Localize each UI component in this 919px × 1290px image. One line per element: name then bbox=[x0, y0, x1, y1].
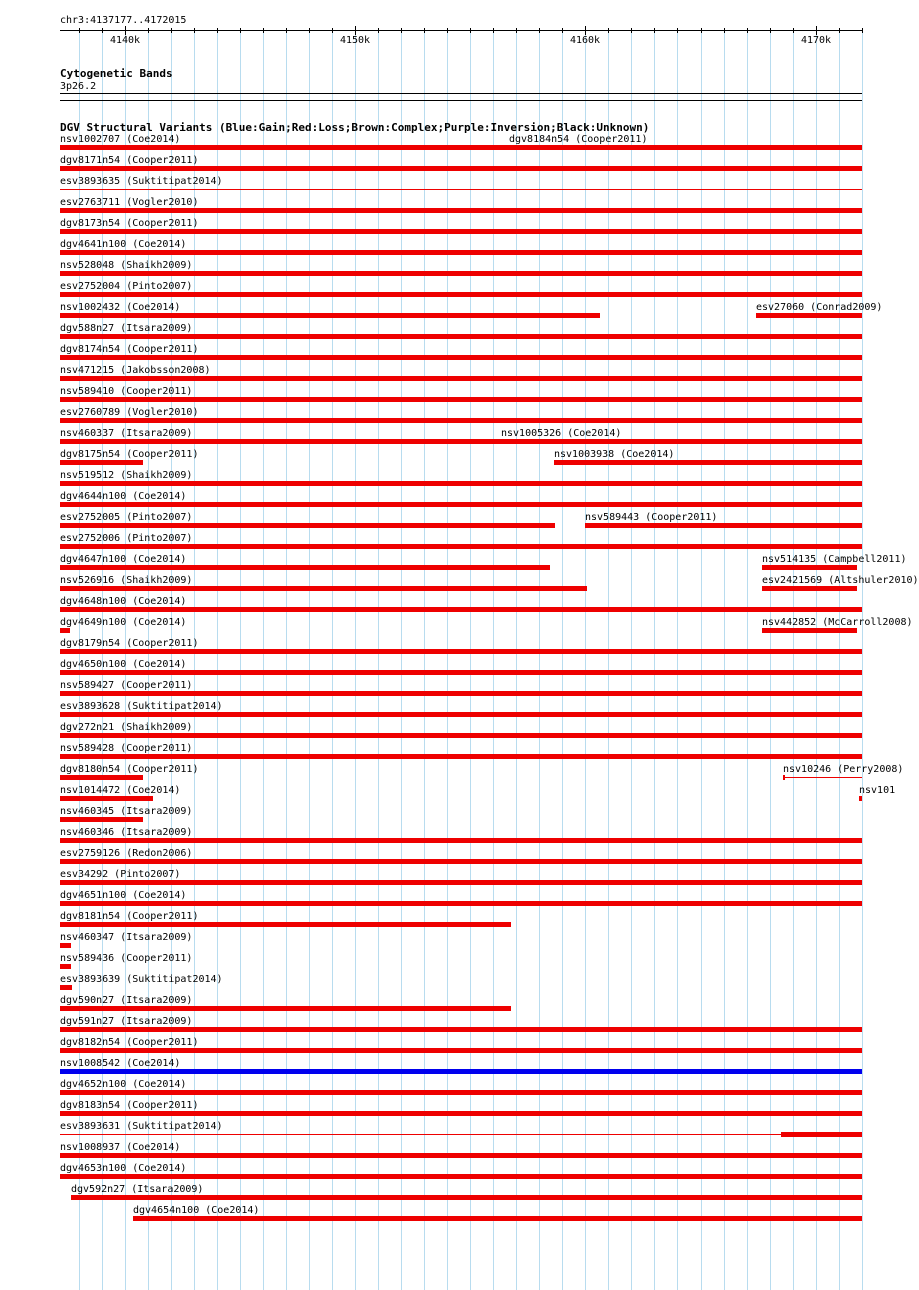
gridline bbox=[240, 30, 241, 1290]
gridline bbox=[839, 30, 840, 1290]
variant-label[interactable]: nsv460346 (Itsara2009) bbox=[60, 827, 193, 838]
variant-label[interactable]: nsv519512 (Shaikh2009) bbox=[60, 470, 193, 481]
ruler-minor-tick bbox=[631, 28, 632, 33]
variant-bar[interactable] bbox=[60, 817, 143, 822]
gridline bbox=[401, 30, 402, 1290]
variant-bar[interactable] bbox=[60, 775, 143, 780]
variant-bar[interactable] bbox=[60, 250, 862, 255]
variant-bar[interactable] bbox=[60, 838, 862, 843]
variant-label[interactable]: esv3893628 (Suktitipat2014) bbox=[60, 701, 223, 712]
variant-bar[interactable] bbox=[60, 460, 143, 465]
ruler-minor-tick bbox=[793, 28, 794, 33]
variant-label[interactable]: dgv8171n54 (Cooper2011) bbox=[60, 155, 199, 166]
variant-label[interactable]: nsv1003938 (Coe2014) bbox=[554, 449, 675, 460]
gridline bbox=[424, 30, 425, 1290]
ruler-minor-tick bbox=[217, 28, 218, 33]
ruler-minor-tick bbox=[862, 28, 863, 33]
variant-bar[interactable] bbox=[60, 271, 862, 276]
variant-label[interactable]: esv3893631 (Suktitipat2014) bbox=[60, 1121, 223, 1132]
variant-label[interactable]: esv2763711 (Vogler2010) bbox=[60, 197, 199, 208]
variant-bar[interactable] bbox=[60, 145, 509, 150]
ruler-minor-tick bbox=[171, 28, 172, 33]
variant-label[interactable]: nsv10246 (Perry2008) bbox=[783, 764, 904, 775]
variant-label[interactable]: nsv1008937 (Coe2014) bbox=[60, 1142, 181, 1153]
variant-bar[interactable] bbox=[60, 901, 862, 906]
variant-label[interactable]: dgv4641n100 (Coe2014) bbox=[60, 239, 187, 250]
variant-bar[interactable] bbox=[60, 397, 862, 402]
gridline bbox=[470, 30, 471, 1290]
variant-bar[interactable] bbox=[509, 145, 862, 150]
gridline bbox=[701, 30, 702, 1290]
variant-bar[interactable] bbox=[60, 754, 862, 759]
ruler-minor-tick bbox=[240, 28, 241, 33]
variant-bar[interactable] bbox=[60, 649, 862, 654]
variant-bar[interactable] bbox=[554, 460, 862, 465]
variant-label[interactable]: dgv8183n54 (Cooper2011) bbox=[60, 1100, 199, 1111]
ruler-minor-tick bbox=[424, 28, 425, 33]
variant-bar[interactable] bbox=[783, 777, 862, 778]
variant-bar[interactable] bbox=[60, 796, 153, 801]
variant-bar[interactable] bbox=[60, 943, 71, 948]
ruler-minor-tick bbox=[148, 28, 149, 33]
variant-label[interactable]: nsv589443 (Cooper2011) bbox=[585, 512, 718, 523]
ruler-minor-tick bbox=[839, 28, 840, 33]
variant-label[interactable]: esv34292 (Pinto2007) bbox=[60, 869, 181, 880]
gridline bbox=[217, 30, 218, 1290]
variant-bar[interactable] bbox=[585, 523, 862, 528]
variant-bar[interactable] bbox=[60, 1006, 511, 1011]
gridline bbox=[793, 30, 794, 1290]
variant-label[interactable]: dgv4647n100 (Coe2014) bbox=[60, 554, 187, 565]
variant-bar[interactable] bbox=[762, 586, 857, 591]
variant-label[interactable]: esv2760789 (Vogler2010) bbox=[60, 407, 199, 418]
gridline bbox=[816, 30, 817, 1290]
cytoband-bar-bottom bbox=[60, 100, 862, 101]
variant-bar[interactable] bbox=[60, 586, 587, 591]
variant-bar[interactable] bbox=[60, 544, 862, 549]
variant-label[interactable]: nsv514135 (Campbell2011) bbox=[762, 554, 907, 565]
variant-label[interactable]: dgv8175n54 (Cooper2011) bbox=[60, 449, 199, 460]
variant-label[interactable]: nsv460337 (Itsara2009) bbox=[60, 428, 193, 439]
gridline bbox=[539, 30, 540, 1290]
ruler-minor-tick bbox=[194, 28, 195, 33]
variant-bar[interactable] bbox=[60, 964, 71, 969]
variant-label[interactable]: dgv591n27 (Itsara2009) bbox=[60, 1016, 193, 1027]
gridline bbox=[378, 30, 379, 1290]
variant-label[interactable]: nsv460345 (Itsara2009) bbox=[60, 806, 193, 817]
ruler-minor-tick bbox=[516, 28, 517, 33]
variant-label[interactable]: nsv1002432 (Coe2014) bbox=[60, 302, 181, 313]
ruler-minor-tick bbox=[263, 28, 264, 33]
gridline bbox=[654, 30, 655, 1290]
variant-bar[interactable] bbox=[762, 628, 857, 633]
variant-bar[interactable] bbox=[60, 565, 550, 570]
variant-bar-end bbox=[783, 775, 785, 780]
variant-label[interactable]: nsv1005326 (Coe2014) bbox=[501, 428, 622, 439]
variant-label[interactable]: dgv4650n100 (Coe2014) bbox=[60, 659, 187, 670]
position-label: chr3:4137177..4172015 bbox=[60, 15, 187, 26]
variant-label[interactable]: nsv101 bbox=[859, 785, 896, 796]
gridline bbox=[585, 30, 586, 1290]
ruler-minor-tick bbox=[447, 28, 448, 33]
variant-label[interactable]: nsv1014472 (Coe2014) bbox=[60, 785, 181, 796]
ruler-minor-tick bbox=[79, 28, 80, 33]
ruler-tick-label: 4170k bbox=[800, 35, 832, 46]
ruler-major-tick bbox=[355, 26, 356, 35]
variant-bar[interactable] bbox=[60, 859, 862, 864]
cytoband-bar-top bbox=[60, 93, 862, 94]
gridline bbox=[516, 30, 517, 1290]
variant-label[interactable]: dgv8180n54 (Cooper2011) bbox=[60, 764, 199, 775]
variant-bar[interactable] bbox=[60, 376, 862, 381]
variant-bar[interactable] bbox=[60, 1111, 862, 1116]
ruler-minor-tick bbox=[654, 28, 655, 33]
variant-label[interactable]: nsv589427 (Cooper2011) bbox=[60, 680, 193, 691]
variant-label[interactable]: esv3893639 (Suktitipat2014) bbox=[60, 974, 223, 985]
variant-bar[interactable] bbox=[60, 922, 511, 927]
variant-bar[interactable] bbox=[60, 712, 862, 717]
variant-label[interactable]: dgv8181n54 (Cooper2011) bbox=[60, 911, 199, 922]
gridline bbox=[286, 30, 287, 1290]
variant-bar[interactable] bbox=[133, 1216, 862, 1221]
variant-bar[interactable] bbox=[60, 166, 862, 171]
variant-label[interactable]: dgv590n27 (Itsara2009) bbox=[60, 995, 193, 1006]
variant-label[interactable]: nsv1008542 (Coe2014) bbox=[60, 1058, 181, 1069]
variant-label[interactable]: dgv8182n54 (Cooper2011) bbox=[60, 1037, 199, 1048]
variant-bar[interactable] bbox=[60, 1069, 862, 1074]
variant-label[interactable]: esv2759126 (Redon2006) bbox=[60, 848, 193, 859]
variant-label[interactable]: dgv272n21 (Shaikh2009) bbox=[60, 722, 193, 733]
ruler-major-tick bbox=[816, 26, 817, 35]
variant-label[interactable]: dgv4644n100 (Coe2014) bbox=[60, 491, 187, 502]
variant-bar[interactable] bbox=[762, 565, 857, 570]
gridline bbox=[263, 30, 264, 1290]
variant-label[interactable]: esv2752006 (Pinto2007) bbox=[60, 533, 193, 544]
variant-bar[interactable] bbox=[60, 628, 70, 633]
ruler-minor-tick bbox=[493, 28, 494, 33]
variant-label[interactable]: nsv589410 (Cooper2011) bbox=[60, 386, 193, 397]
variant-label[interactable]: dgv4653n100 (Coe2014) bbox=[60, 1163, 187, 1174]
ruler-tick-label: 4160k bbox=[569, 35, 601, 46]
variant-label[interactable]: dgv8173n54 (Cooper2011) bbox=[60, 218, 199, 229]
variant-label[interactable]: dgv592n27 (Itsara2009) bbox=[71, 1184, 204, 1195]
variant-bar[interactable] bbox=[756, 313, 862, 318]
variant-label[interactable]: dgv8174n54 (Cooper2011) bbox=[60, 344, 199, 355]
variant-label[interactable]: dgv4652n100 (Coe2014) bbox=[60, 1079, 187, 1090]
ruler-minor-tick bbox=[770, 28, 771, 33]
ruler-minor-tick bbox=[701, 28, 702, 33]
variant-label[interactable]: nsv442852 (McCarroll2008) bbox=[762, 617, 913, 628]
gridline bbox=[608, 30, 609, 1290]
ruler-minor-tick bbox=[470, 28, 471, 33]
variant-bar[interactable] bbox=[60, 292, 862, 297]
dgv-track-title[interactable]: DGV Structural Variants (Blue:Gain;Red:Loss;Brown:Complex;Purple:Inversion;Black:Unknown) bbox=[60, 121, 650, 134]
variant-bar[interactable] bbox=[71, 1195, 862, 1200]
ruler-minor-tick bbox=[378, 28, 379, 33]
variant-label[interactable]: dgv8179n54 (Cooper2011) bbox=[60, 638, 199, 649]
variant-bar[interactable] bbox=[60, 229, 862, 234]
variant-label[interactable]: nsv460347 (Itsara2009) bbox=[60, 932, 193, 943]
variant-label[interactable]: dgv8184n54 (Cooper2011) bbox=[509, 134, 648, 145]
ruler-minor-tick bbox=[562, 28, 563, 33]
variant-label[interactable]: dgv4651n100 (Coe2014) bbox=[60, 890, 187, 901]
variant-label[interactable]: nsv528048 (Shaikh2009) bbox=[60, 260, 193, 271]
variant-bar[interactable] bbox=[60, 418, 862, 423]
ruler-minor-tick bbox=[608, 28, 609, 33]
ruler-minor-tick bbox=[724, 28, 725, 33]
variant-label[interactable]: esv3893635 (Suktitipat2014) bbox=[60, 176, 223, 187]
variant-bar[interactable] bbox=[60, 985, 72, 990]
cytoband-label[interactable]: 3p26.2 bbox=[60, 81, 97, 92]
variant-bar[interactable] bbox=[60, 670, 862, 675]
variant-label[interactable]: nsv471215 (Jakobsson2008) bbox=[60, 365, 211, 376]
gridline bbox=[309, 30, 310, 1290]
variant-bar[interactable] bbox=[60, 523, 555, 528]
variant-bar[interactable] bbox=[60, 502, 862, 507]
ruler-minor-tick bbox=[286, 28, 287, 33]
gridline bbox=[493, 30, 494, 1290]
variant-bar[interactable] bbox=[60, 1027, 862, 1032]
ruler-axis bbox=[60, 30, 862, 31]
variant-label[interactable]: esv2421569 (Altshuler2010) bbox=[762, 575, 919, 586]
cytoband-track-title[interactable]: Cytogenetic Bands bbox=[60, 67, 173, 80]
variant-bar[interactable] bbox=[60, 1134, 781, 1135]
variant-bar[interactable] bbox=[60, 208, 862, 213]
ruler-minor-tick bbox=[747, 28, 748, 33]
gridline bbox=[631, 30, 632, 1290]
variant-label[interactable]: dgv588n27 (Itsara2009) bbox=[60, 323, 193, 334]
variant-bar[interactable] bbox=[60, 334, 862, 339]
gridline bbox=[355, 30, 356, 1290]
variant-bar[interactable] bbox=[60, 355, 862, 360]
variant-bar[interactable] bbox=[60, 313, 600, 318]
variant-bar[interactable] bbox=[501, 439, 862, 444]
variant-bar[interactable] bbox=[60, 439, 501, 444]
gridline bbox=[332, 30, 333, 1290]
variant-label[interactable]: dgv4649n100 (Coe2014) bbox=[60, 617, 187, 628]
ruler-minor-tick bbox=[332, 28, 333, 33]
variant-bar[interactable] bbox=[60, 691, 862, 696]
variant-bar[interactable] bbox=[60, 733, 862, 738]
gridline bbox=[677, 30, 678, 1290]
variant-label[interactable]: esv27060 (Conrad2009) bbox=[756, 302, 883, 313]
variant-bar[interactable] bbox=[60, 189, 862, 190]
variant-bar[interactable] bbox=[781, 1132, 862, 1137]
gridline bbox=[562, 30, 563, 1290]
variant-label[interactable]: nsv589436 (Cooper2011) bbox=[60, 953, 193, 964]
variant-label[interactable]: dgv4654n100 (Coe2014) bbox=[133, 1205, 260, 1216]
gridline bbox=[724, 30, 725, 1290]
ruler-minor-tick bbox=[102, 28, 103, 33]
gridline bbox=[770, 30, 771, 1290]
variant-label[interactable]: esv2752004 (Pinto2007) bbox=[60, 281, 193, 292]
variant-bar[interactable] bbox=[60, 481, 862, 486]
variant-bar[interactable] bbox=[60, 1048, 862, 1053]
ruler-minor-tick bbox=[539, 28, 540, 33]
variant-bar[interactable] bbox=[60, 1153, 862, 1158]
ruler-tick-label: 4140k bbox=[109, 35, 141, 46]
variant-label[interactable]: esv2752005 (Pinto2007) bbox=[60, 512, 193, 523]
variant-bar[interactable] bbox=[60, 1174, 862, 1179]
ruler-minor-tick bbox=[401, 28, 402, 33]
variant-bar[interactable] bbox=[859, 796, 862, 801]
variant-label[interactable]: nsv1002707 (Coe2014) bbox=[60, 134, 181, 145]
variant-label[interactable]: nsv589428 (Cooper2011) bbox=[60, 743, 193, 754]
variant-bar[interactable] bbox=[60, 1090, 862, 1095]
ruler-minor-tick bbox=[677, 28, 678, 33]
gridline bbox=[447, 30, 448, 1290]
gridline bbox=[747, 30, 748, 1290]
ruler-major-tick bbox=[585, 26, 586, 35]
variant-label[interactable]: dgv4648n100 (Coe2014) bbox=[60, 596, 187, 607]
ruler-major-tick bbox=[125, 26, 126, 35]
gridline bbox=[862, 30, 863, 1290]
ruler-tick-label: 4150k bbox=[339, 35, 371, 46]
ruler-minor-tick bbox=[309, 28, 310, 33]
variant-label[interactable]: nsv526916 (Shaikh2009) bbox=[60, 575, 193, 586]
variant-bar[interactable] bbox=[60, 880, 862, 885]
variant-bar[interactable] bbox=[60, 607, 862, 612]
